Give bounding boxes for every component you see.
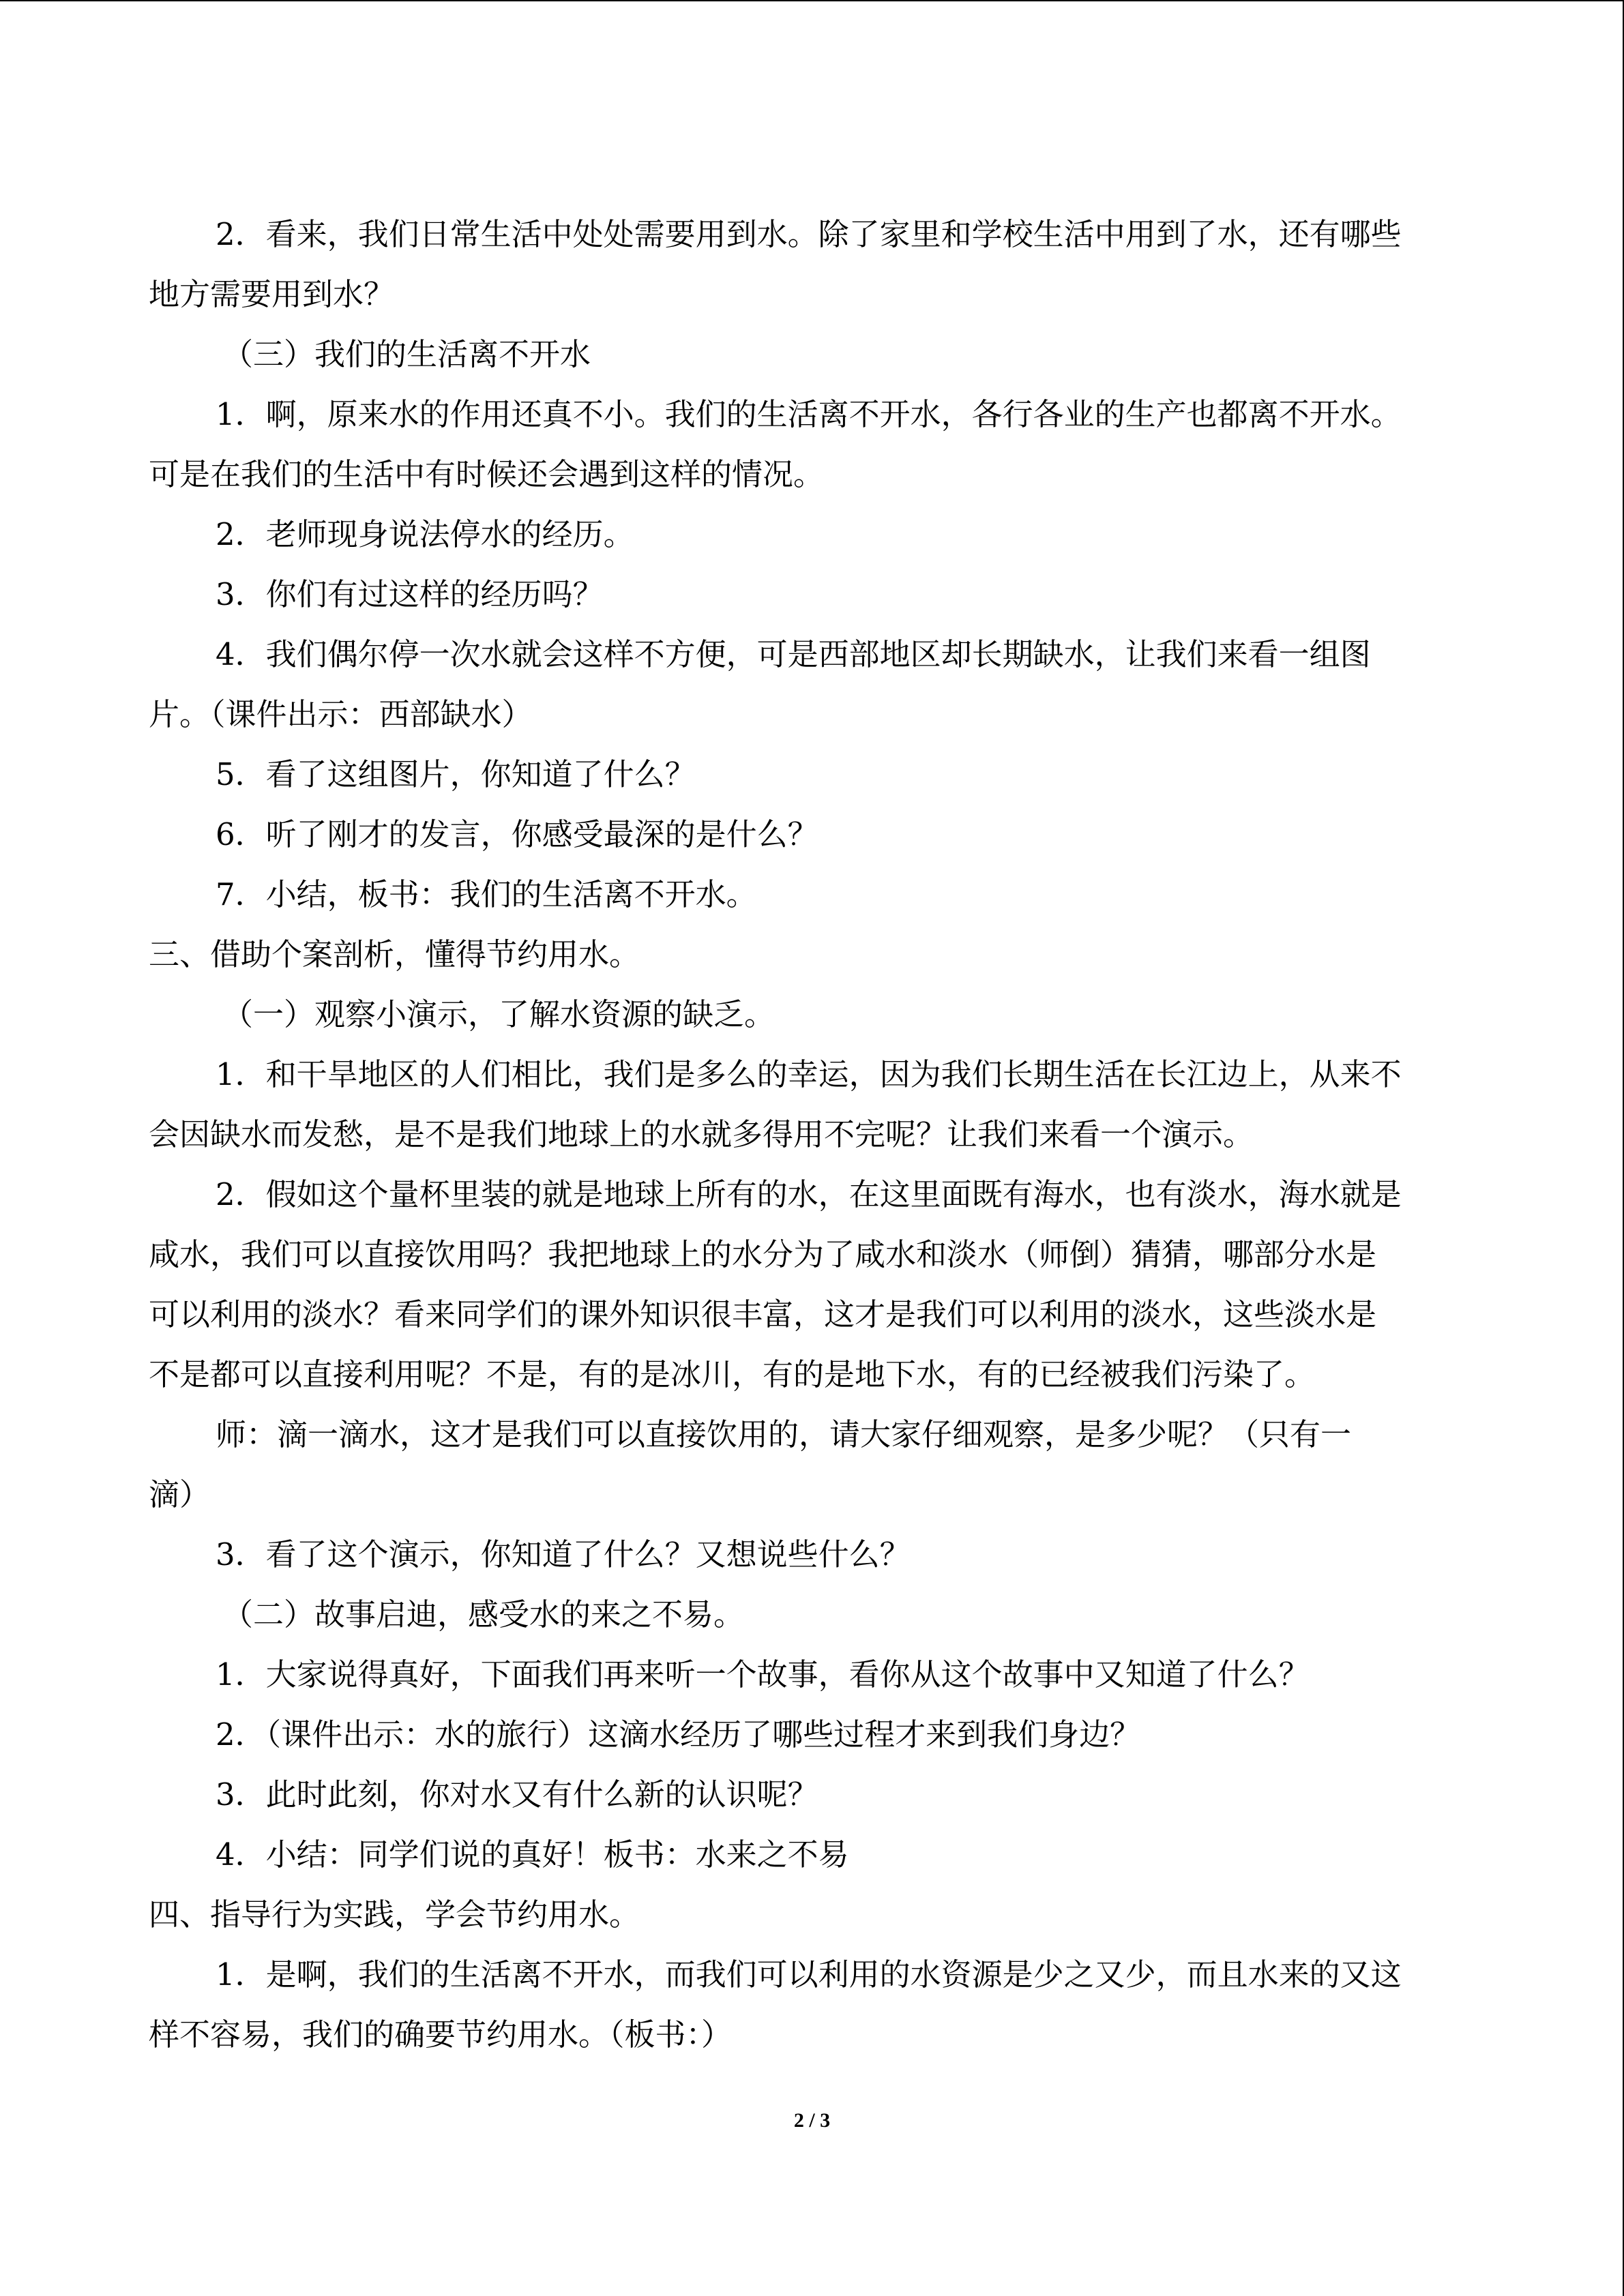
- paragraph-line: 师：滴一滴水，这才是我们可以直接饮用的，请大家仔细观察，是多少呢？（只有一: [216, 1416, 1352, 1452]
- paragraph-line: 片。（课件出示：西部缺水）: [149, 696, 533, 732]
- section-heading: 四、指导行为实践，学会节约用水。: [149, 1896, 640, 1933]
- paragraph-line: 3．你们有过这样的经历吗？: [216, 576, 604, 612]
- paragraph-line: 样不容易，我们的确要节约用水。（板书：）: [149, 2016, 733, 2053]
- paragraph-line: 4．小结：同学们说的真好！板书：水来之不易: [216, 1836, 849, 1873]
- paragraph-line: 3．看了这个演示，你知道了什么？又想说些什么？: [216, 1536, 911, 1572]
- paragraph-line: 1．啊，原来水的作用还真不小。我们的生活离不开水，各行各业的生产也都离不开水。: [216, 396, 1402, 432]
- paragraph-line: 6．听了刚才的发言，你感受最深的是什么？: [216, 816, 818, 852]
- paragraph-line: 地方需要用到水？: [149, 276, 395, 312]
- page-number: 2 / 3: [793, 2109, 831, 2132]
- paragraph-line: 3．此时此刻，你对水又有什么新的认识呢？: [216, 1776, 818, 1813]
- paragraph-line: 咸水，我们可以直接饮用吗？我把地球上的水分为了咸水和淡水（师倒）猜猜，哪部分水是: [149, 1236, 1377, 1272]
- subsection-heading: （三）我们的生活离不开水: [222, 336, 591, 372]
- section-heading: 三、借助个案剖析，懂得节约用水。: [149, 936, 640, 972]
- paragraph-line: 1．和干旱地区的人们相比，我们是多么的幸运，因为我们长期生活在长江边上，从来不: [216, 1056, 1402, 1092]
- paragraph-line: 1．大家说得真好，下面我们再来听一个故事，看你从这个故事中又知道了什么？: [216, 1656, 1310, 1693]
- paragraph-line: 2．老师现身说法停水的经历。: [216, 516, 634, 552]
- paragraph-line: 2．看来，我们日常生活中处处需要用到水。除了家里和学校生活中用到了水，还有哪些: [216, 216, 1402, 252]
- paragraph-line: 滴）: [149, 1476, 211, 1512]
- paragraph-line: 不是都可以直接利用呢？不是，有的是冰川，有的是地下水，有的已经被我们污染了。: [149, 1356, 1316, 1392]
- paragraph-line: 2．（课件出示：水的旅行）这滴水经历了哪些过程才来到我们身边？: [216, 1716, 1141, 1753]
- paragraph-line: 7．小结，板书：我们的生活离不开水。: [216, 876, 757, 912]
- paragraph-line: 可是在我们的生活中有时候还会遇到这样的情况。: [149, 456, 825, 492]
- paragraph-line: 4．我们偶尔停一次水就会这样不方便，可是西部地区却长期缺水，让我们来看一组图: [216, 636, 1371, 672]
- subsection-heading: （二）故事启迪，感受水的来之不易。: [222, 1596, 745, 1632]
- paragraph-line: 会因缺水而发愁，是不是我们地球上的水就多得用不完呢？让我们来看一个演示。: [149, 1116, 1254, 1152]
- paragraph-line: 5．看了这组图片，你知道了什么？: [216, 756, 696, 792]
- paragraph-line: 2．假如这个量杯里装的就是地球上所有的水，在这里面既有海水，也有淡水，海水就是: [216, 1176, 1402, 1212]
- subsection-heading: （一）观察小演示，了解水资源的缺乏。: [222, 996, 776, 1032]
- paragraph-line: 1．是啊，我们的生活离不开水，而我们可以利用的水资源是少之又少，而且水来的又这: [216, 1956, 1402, 1993]
- paragraph-line: 可以利用的淡水？看来同学们的课外知识很丰富，这才是我们可以利用的淡水，这些淡水是: [149, 1296, 1377, 1332]
- document-body: [149, 205, 1475, 2065]
- page-top-border: [0, 0, 1624, 1]
